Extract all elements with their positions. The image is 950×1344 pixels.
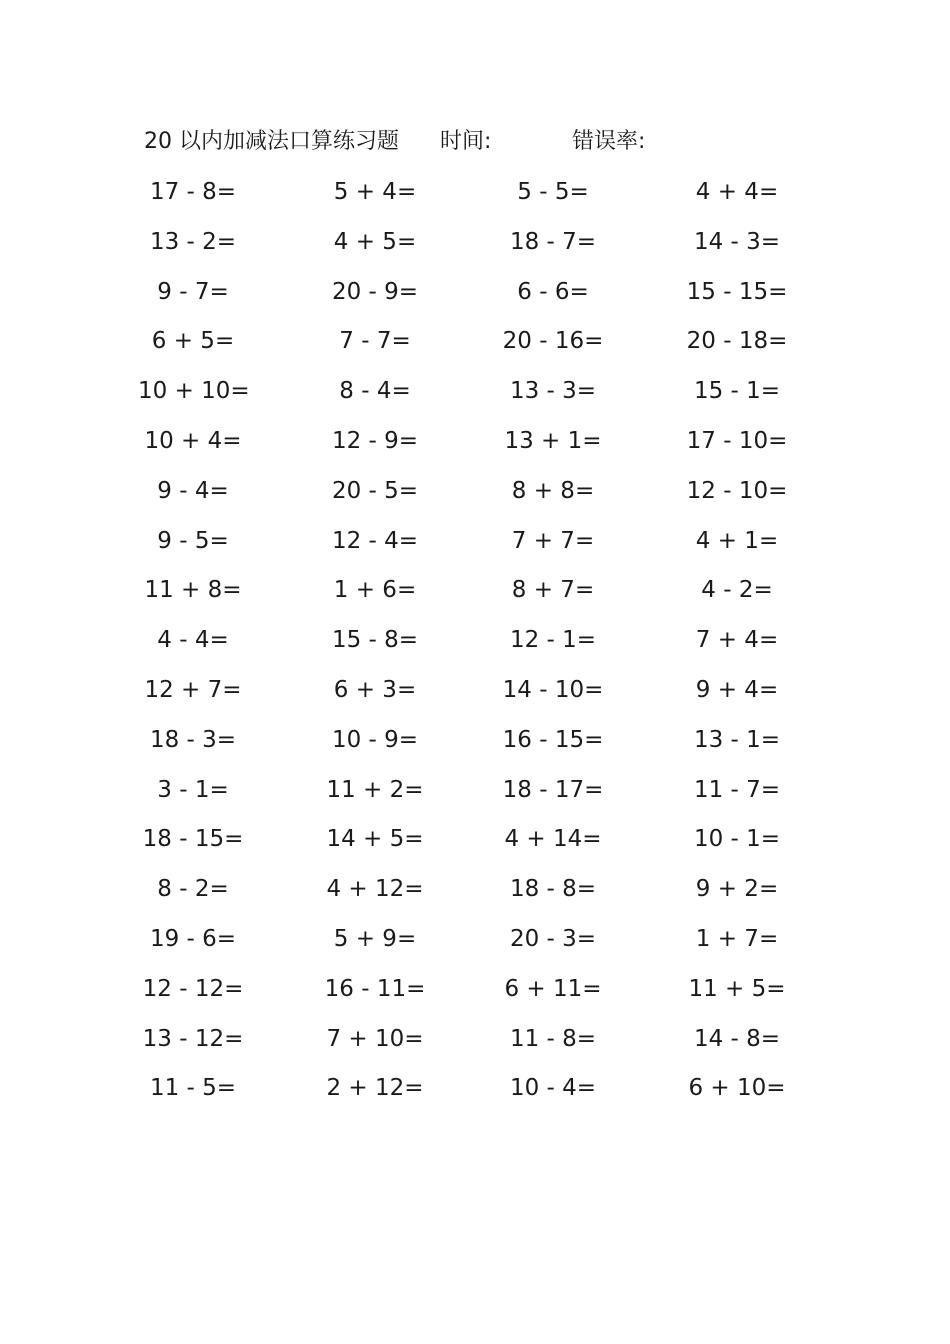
arithmetic-problem: 12 + 7= xyxy=(144,676,242,703)
arithmetic-problem: 13 - 12= xyxy=(142,1025,244,1052)
arithmetic-problem: 4 + 5= xyxy=(333,228,417,255)
error-rate-label: 错误率: xyxy=(572,129,646,154)
arithmetic-problem: 6 + 5= xyxy=(151,328,235,355)
arithmetic-problem: 14 - 8= xyxy=(693,1025,781,1052)
arithmetic-problem: 5 + 9= xyxy=(333,925,417,952)
arithmetic-problem: 20 - 3= xyxy=(509,925,597,952)
arithmetic-problem: 9 - 4= xyxy=(157,477,229,504)
arithmetic-problem: 20 - 18= xyxy=(686,328,788,355)
problem-row xyxy=(0,1068,950,1118)
problem-row xyxy=(0,819,950,869)
arithmetic-problem: 10 - 1= xyxy=(693,826,781,853)
arithmetic-problem: 4 + 4= xyxy=(695,179,779,205)
arithmetic-problem: 1 + 7= xyxy=(695,925,779,952)
problem-row xyxy=(0,969,950,1019)
time-label: 时间: xyxy=(440,129,492,154)
problem-row xyxy=(0,670,950,720)
worksheet-title: 20 以内加减法口算练习题 xyxy=(144,129,399,154)
arithmetic-problem: 18 - 15= xyxy=(142,826,244,853)
arithmetic-problem: 15 - 15= xyxy=(686,278,788,305)
arithmetic-problem: 17 - 8= xyxy=(149,179,237,205)
arithmetic-problem: 1 + 6= xyxy=(333,577,417,604)
arithmetic-problem: 18 - 3= xyxy=(149,726,237,753)
arithmetic-problem: 9 + 4= xyxy=(695,676,779,703)
arithmetic-problem: 11 - 8= xyxy=(509,1025,597,1052)
arithmetic-problem: 3 - 1= xyxy=(157,776,229,803)
problem-row xyxy=(0,172,950,222)
arithmetic-problem: 2 + 12= xyxy=(326,1075,424,1102)
arithmetic-problem: 9 - 5= xyxy=(157,527,229,554)
arithmetic-problem: 6 + 11= xyxy=(504,975,602,1002)
arithmetic-problem: 12 - 10= xyxy=(686,477,788,504)
problem-row xyxy=(0,869,950,919)
arithmetic-problem: 9 + 2= xyxy=(695,876,779,903)
arithmetic-problem: 4 - 4= xyxy=(157,627,229,654)
arithmetic-problem: 7 + 4= xyxy=(695,627,779,654)
arithmetic-problem: 6 + 10= xyxy=(688,1075,786,1102)
arithmetic-problem: 20 - 9= xyxy=(331,278,419,305)
arithmetic-problem: 8 - 4= xyxy=(339,378,411,405)
arithmetic-problem: 6 + 3= xyxy=(333,676,417,703)
problem-grid xyxy=(0,172,950,1118)
arithmetic-problem: 15 - 1= xyxy=(693,378,781,405)
arithmetic-problem: 12 - 9= xyxy=(331,427,419,454)
arithmetic-problem: 13 + 1= xyxy=(504,427,602,454)
arithmetic-problem: 8 - 2= xyxy=(157,876,229,903)
arithmetic-problem: 4 + 1= xyxy=(695,527,779,554)
arithmetic-problem: 17 - 10= xyxy=(686,427,788,454)
arithmetic-problem: 4 + 14= xyxy=(504,826,602,853)
arithmetic-problem: 14 + 5= xyxy=(326,826,424,853)
arithmetic-problem: 11 + 5= xyxy=(688,975,786,1002)
arithmetic-problem: 7 + 7= xyxy=(511,527,595,554)
arithmetic-problem: 12 - 12= xyxy=(142,975,244,1002)
problem-row xyxy=(0,272,950,322)
arithmetic-problem: 10 - 4= xyxy=(509,1075,597,1102)
arithmetic-problem: 9 - 7= xyxy=(157,278,229,305)
arithmetic-problem: 14 - 10= xyxy=(502,676,604,703)
arithmetic-problem: 10 + 10= xyxy=(138,378,250,405)
problem-row xyxy=(0,1019,950,1069)
arithmetic-problem: 16 - 11= xyxy=(324,975,426,1002)
problem-row xyxy=(0,371,950,421)
arithmetic-problem: 12 - 1= xyxy=(509,627,597,654)
arithmetic-problem: 18 - 17= xyxy=(502,776,604,803)
arithmetic-problem: 7 + 10= xyxy=(326,1025,424,1052)
arithmetic-problem: 8 + 8= xyxy=(511,477,595,504)
arithmetic-problem: 20 - 16= xyxy=(502,328,604,355)
arithmetic-problem: 5 - 5= xyxy=(517,179,589,205)
problem-row xyxy=(0,770,950,820)
arithmetic-problem: 11 - 7= xyxy=(693,776,781,803)
problem-row xyxy=(0,570,950,620)
arithmetic-problem: 13 - 3= xyxy=(509,378,597,405)
arithmetic-problem: 6 - 6= xyxy=(517,278,589,305)
problem-row xyxy=(0,919,950,969)
arithmetic-problem: 11 - 5= xyxy=(149,1075,237,1102)
arithmetic-problem: 4 + 12= xyxy=(326,876,424,903)
problem-row xyxy=(0,521,950,571)
arithmetic-problem: 16 - 15= xyxy=(502,726,604,753)
arithmetic-problem: 8 + 7= xyxy=(511,577,595,604)
arithmetic-problem: 13 - 1= xyxy=(693,726,781,753)
arithmetic-problem: 18 - 7= xyxy=(509,228,597,255)
arithmetic-problem: 14 - 3= xyxy=(693,228,781,255)
arithmetic-problem: 5 + 4= xyxy=(333,179,417,205)
problem-row xyxy=(0,720,950,770)
arithmetic-problem: 11 + 8= xyxy=(144,577,242,604)
problem-row xyxy=(0,471,950,521)
arithmetic-problem: 18 - 8= xyxy=(509,876,597,903)
arithmetic-problem: 11 + 2= xyxy=(326,776,424,803)
arithmetic-problem: 10 + 4= xyxy=(144,427,242,454)
arithmetic-problem: 20 - 5= xyxy=(331,477,419,504)
problem-row xyxy=(0,222,950,272)
arithmetic-problem: 7 - 7= xyxy=(339,328,411,355)
problem-row xyxy=(0,421,950,471)
arithmetic-problem: 4 - 2= xyxy=(701,577,773,604)
problem-row xyxy=(0,321,950,371)
arithmetic-problem: 19 - 6= xyxy=(149,925,237,952)
arithmetic-problem: 15 - 8= xyxy=(331,627,419,654)
arithmetic-problem: 13 - 2= xyxy=(149,228,237,255)
arithmetic-problem: 10 - 9= xyxy=(331,726,419,753)
problem-row xyxy=(0,620,950,670)
arithmetic-problem: 12 - 4= xyxy=(331,527,419,554)
